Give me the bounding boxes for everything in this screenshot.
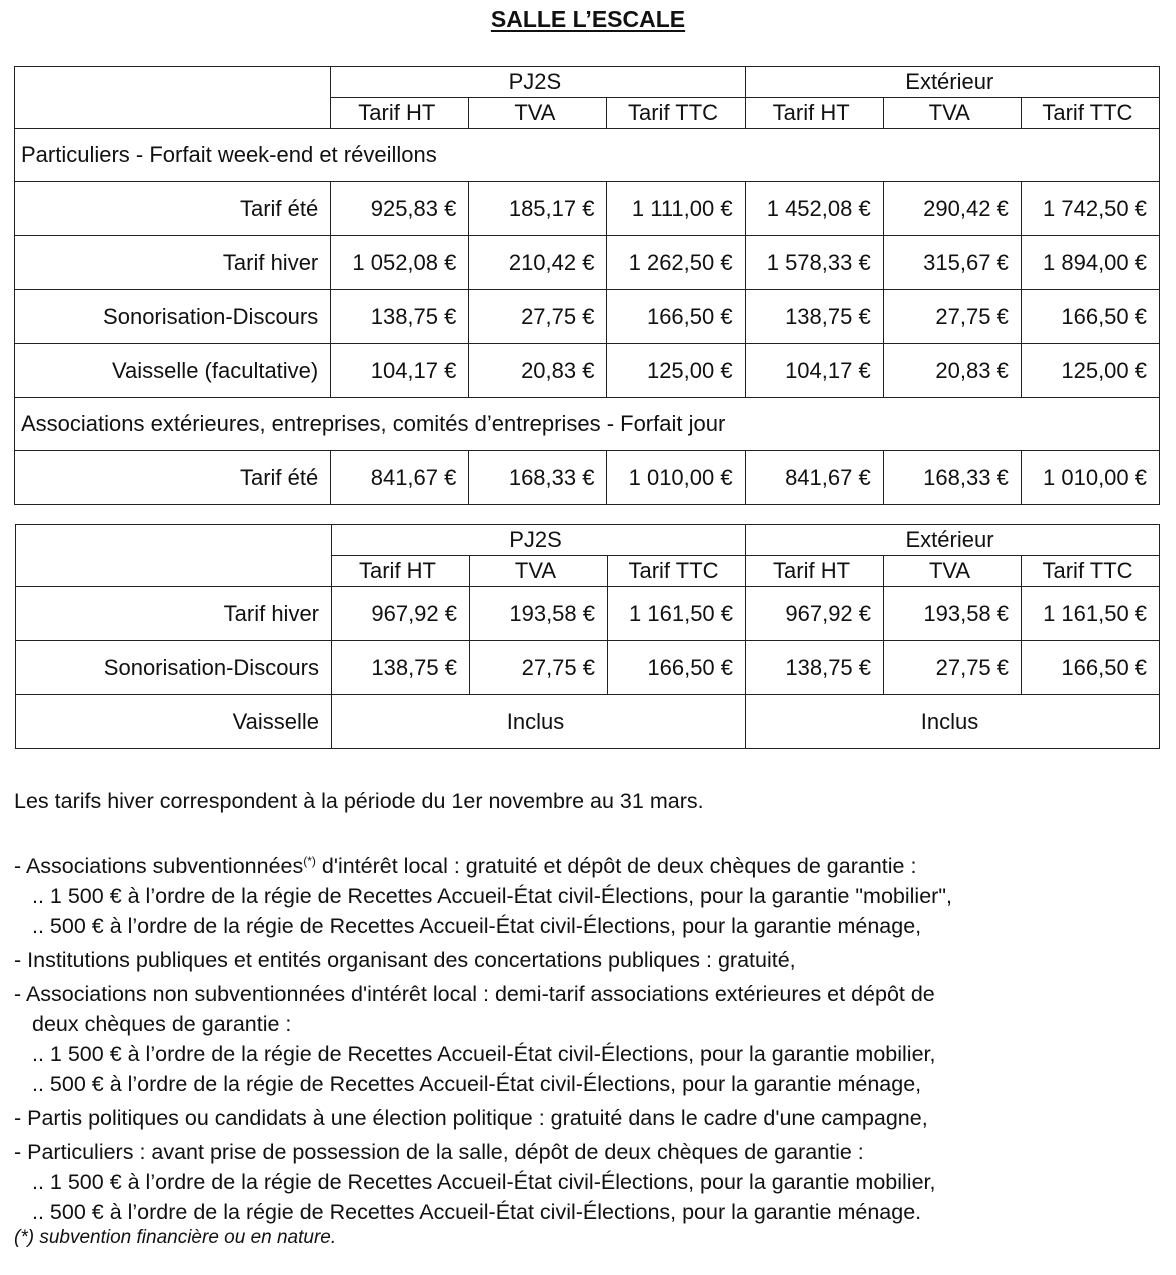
group-header-exterieur: Extérieur [746,525,1160,556]
cell-value: 967,92 € [746,587,884,641]
cell-value: 841,67 € [331,451,469,505]
cell-included-exterieur: Inclus [746,695,1160,749]
group-header-exterieur: Extérieur [745,67,1159,98]
cell-value: 1 452,08 € [745,182,883,236]
sub-item: .. 500 € à l’ordre de la régie de Recettes Accueil-État civil-Élections, pour la garantie ménage. [32,1200,922,1225]
footnote-marker: (*) [303,854,316,868]
col-header-tva: TVA [884,556,1022,587]
col-header-tarif-ttc: Tarif TTC [1022,556,1160,587]
cell-value: 125,00 € [607,344,745,398]
header-group-row [16,525,1160,556]
item-text-end: d'intérêt local : gratuité et dépôt de deux chèques de garantie : [315,854,917,879]
cell-value: 27,75 € [883,290,1021,344]
row-label: Tarif été [15,451,331,505]
item-text: - Particuliers : avant prise de possession de la salle, dépôt de deux chèques de garantie : [14,1140,864,1165]
table-row [15,344,1160,398]
list-item [14,846,1174,941]
item-text: - Institutions publiques et entités organisant des concertations publiques : gratuité, [14,948,796,973]
table-row [16,587,1160,641]
cell-value: 193,58 € [884,587,1022,641]
row-label: Sonorisation-Discours [16,641,332,695]
cell-value: 1 111,00 € [607,182,745,236]
tarifs-table-2 [15,524,1160,749]
cell-value: 1 742,50 € [1021,182,1159,236]
sub-item: .. 1 500 € à l’ordre de la régie de Recettes Accueil-État civil-Élections, pour la garantie mobilier, [32,1042,936,1067]
col-header-tarif-ttc: Tarif TTC [1021,98,1159,129]
cell-value: 168,33 € [883,451,1021,505]
cell-value: 1 578,33 € [745,236,883,290]
cell-value: 967,92 € [332,587,470,641]
col-header-tarif-ht: Tarif HT [332,556,470,587]
cell-value: 138,75 € [332,641,470,695]
section-row [15,129,1160,182]
winter-period-note: Les tarifs hiver correspondent à la période du 1er novembre au 31 mars. [14,789,704,813]
table-row [15,290,1160,344]
cell-value: 1 262,50 € [607,236,745,290]
cell-value: 290,42 € [883,182,1021,236]
col-header-tarif-ttc: Tarif TTC [608,556,746,587]
sub-item: .. 500 € à l’ordre de la régie de Recettes Accueil-État civil-Élections, pour la garantie ménage, [32,1072,922,1097]
cell-value: 166,50 € [1021,290,1159,344]
tarifs-table-1 [14,66,1160,505]
group-header-pj2s: PJ2S [332,525,746,556]
cell-value: 1 010,00 € [607,451,745,505]
col-header-tarif-ht: Tarif HT [331,98,469,129]
cell-value: 1 010,00 € [1021,451,1159,505]
row-label: Sonorisation-Discours [15,290,331,344]
cell-value: 138,75 € [745,290,883,344]
group-header-pj2s: PJ2S [331,67,745,98]
section-particuliers: Particuliers - Forfait week-end et réveillons [15,129,1160,182]
header-corner-cell [15,67,331,129]
cell-value: 138,75 € [331,290,469,344]
table-row [16,641,1160,695]
list-item [14,979,1174,1099]
cell-value: 925,83 € [331,182,469,236]
cell-value: 125,00 € [1021,344,1159,398]
item-text-continued: deux chèques de garantie : [32,1012,292,1037]
col-header-tva: TVA [470,556,608,587]
cell-value: 210,42 € [469,236,607,290]
col-header-tva: TVA [883,98,1021,129]
table-row [16,695,1160,749]
row-label: Vaisselle (facultative) [15,344,331,398]
row-label: Tarif hiver [15,236,331,290]
table-row [15,182,1160,236]
section-associations: Associations extérieures, entreprises, comités d’entreprises - Forfait jour [15,398,1160,451]
col-header-tarif-ht: Tarif HT [745,98,883,129]
cell-value: 185,17 € [469,182,607,236]
cell-value: 1 161,50 € [1022,587,1160,641]
cell-value: 166,50 € [608,641,746,695]
item-text-start: - Associations subventionnées [14,854,304,879]
list-item [14,1137,1174,1227]
cell-value: 1 161,50 € [608,587,746,641]
col-header-tva: TVA [469,98,607,129]
cell-value: 193,58 € [470,587,608,641]
header-group-row [15,67,1160,98]
header-corner-cell [16,525,332,587]
item-text [14,846,1174,881]
cell-value: 841,67 € [745,451,883,505]
cell-value: 27,75 € [469,290,607,344]
table-row [15,236,1160,290]
item-text: - Partis politiques ou candidats à une élection politique : gratuité dans le cadre d'une campagne, [14,1106,928,1131]
section-row [15,398,1160,451]
cell-included-pj2s: Inclus [332,695,746,749]
cell-value: 166,50 € [1022,641,1160,695]
cell-value: 1 894,00 € [1021,236,1159,290]
sub-item: .. 500 € à l’ordre de la régie de Recettes Accueil-État civil-Élections, pour la garantie ménage, [32,914,922,939]
page-title: SALLE L’ESCALE [490,6,686,32]
list-item [14,945,1174,975]
table-row [15,451,1160,505]
notes-section [14,786,1174,1249]
list-item [14,1103,1174,1133]
cell-value: 168,33 € [469,451,607,505]
cell-value: 104,17 € [745,344,883,398]
cell-value: 27,75 € [470,641,608,695]
cell-value: 138,75 € [746,641,884,695]
cell-value: 20,83 € [469,344,607,398]
cell-value: 166,50 € [607,290,745,344]
cell-value: 1 052,08 € [331,236,469,290]
cell-value: 27,75 € [884,641,1022,695]
sub-item: .. 1 500 € à l’ordre de la régie de Recettes Accueil-État civil-Élections, pour la garantie mobilier, [32,1170,936,1195]
sub-item: .. 1 500 € à l’ordre de la régie de Recettes Accueil-État civil-Élections, pour la garantie "mobilier", [32,884,952,909]
row-label: Tarif hiver [16,587,332,641]
col-header-tarif-ht: Tarif HT [746,556,884,587]
cell-value: 315,67 € [883,236,1021,290]
row-label: Tarif été [15,182,331,236]
row-label: Vaisselle [16,695,332,749]
cell-value: 104,17 € [331,344,469,398]
item-text: - Associations non subventionnées d'intérêt local : demi-tarif associations extérieures et dépôt de [14,982,935,1007]
col-header-tarif-ttc: Tarif TTC [607,98,745,129]
cell-value: 20,83 € [883,344,1021,398]
footnote: (*) subvention financière ou en nature. [14,1227,337,1249]
